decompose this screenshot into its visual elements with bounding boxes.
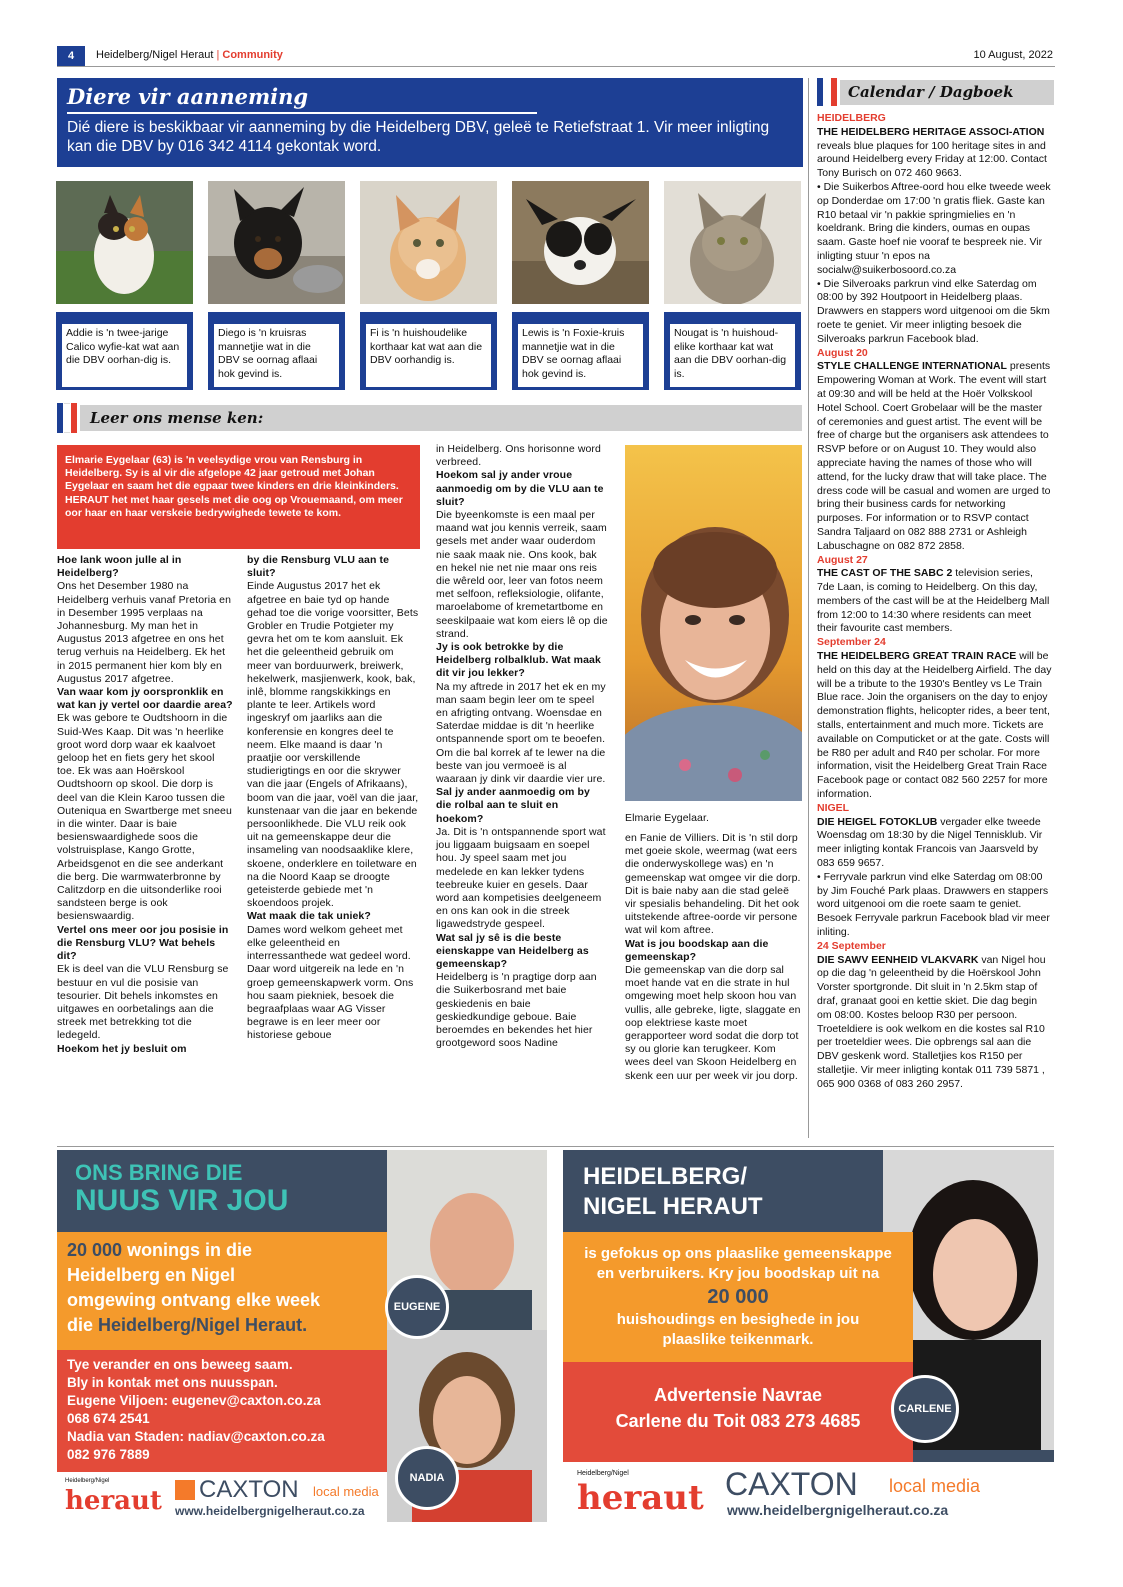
article-column-4 — [625, 832, 802, 1083]
calendar-list — [817, 112, 1053, 1092]
answer: Ek was gebore te Oudtshoorn in die Suid-Wes Kaap. Dit was 'n heerlike groot word dorp waar ek kaalvoet geloop het en fiets gery het skool toe. Ek was aan Hoërskool Oudtshoorn op skool. Die dorp is deel van die Klein Karoo tussen die Outeniqua en Swartberge met sneeu in die winter. Daar is baie besienswaardighede soos die volstruisplase, Kango Grotte, Arbeidsgenot en die see anderkant die berg. Die warmwaterbronne by Calitzdorp en die uitsonderlike rooi sandsteen berge is ook besienswaardig. — [57, 712, 232, 923]
issue-date: 10 August, 2022 — [973, 49, 1053, 61]
question: Hoekom sal jy ander vroue aanmoedig om by die VLU aan te sluit? — [436, 469, 604, 508]
flag-red — [831, 78, 837, 106]
answer: Einde Augustus 2017 het ek afgetree en baie tyd op hande gehad toe die vorige voorsitter, Bets Grobler en Trudie Potgieter my gevra het om te kom aansluit. Ek het die geleentheid gebruik om meer van borduurwerk, breiwerk, hekelwerk, masjienwerk, kook, bak, inlê, blomme rangskikkings en plante te leer. Artikels word ingeskryf om jaarliks aan die konferensie en kongres deel te neem. Elke maand is daar 'n praatjie oor verskillende studierigtings en oor die skrywer van die jaar (Engels of Afrikaans), boom van die jaar, voël van die jaar, kunstenaar van die jaar en bekende persoonlikhede. Die VLU reik ook uit na gemeenskappe deur die insameling van noodsaaklike klere, skoene, onderklere en toiletware en na die Noord Kaap se droogte geteisterde gebiede met 'n skoendoos projek. — [247, 580, 419, 910]
flag-red — [71, 403, 77, 433]
answer: en Fanie de Villiers. Dit is 'n stil dorp met goeie skole, weermag (wat eers die onderwyskollege was) en 'n gemeenskap wat omgee vir die dorp. Dit is baie naby aan die stad geleë vir spesialis behandeling. Dit het ook uitstekende aftree-oorde vir persone wat wil kom aftree. — [625, 832, 801, 937]
ad-logo-row — [57, 1472, 387, 1522]
caxton-logo-mark — [175, 1480, 195, 1500]
calendar-event: DIE SAWV EENHEID VLAKVARK van Nigel hou op die dag 'n geleentheid by die Hoërskool John Vorster sportgronde. Dit sluit in 'n 2.5km stap of draf, granaat gooi en kettie skiet. Die dag begin om 08:00. Kostes beloop R30 per persoon. Troeteldiere is ook welkom en die kostes sal R10 per troeteldier wees. Die opbrengs sal aan die DBV geskenk word. Stalletjies kos R150 per stalletjie. Vir meer inligting kontak 011 739 5871 , 065 900 0368 of 083 260 2957. — [817, 953, 1046, 1090]
heraut-logo: heraut — [577, 1478, 704, 1518]
answer: Ons het Desember 1980 na Heidelberg verhuis vanaf Pretoria en in Desember 1995 verplaas na Johannesburg. My man het in Augustus 2013 afgetree en ons het terug verhuis na Heidelberg. Ek het in 2015 permanent hier kom bly en Augustus 2017 afgetree. — [57, 580, 232, 685]
flag-blue — [57, 403, 63, 433]
local-media-logo: local media — [313, 1484, 379, 1499]
adoption-text: Dié diere is beskikbaar vir aanneming by die Heidelberg DBV, geleë te Retiefstraat 1. Vir meer inligting kan die DBV by 016 342 4114 gekontak word. — [67, 119, 770, 155]
calendar-event: DIE HEIGEL FOTOKLUB vergader elke tweede Woensdag om 18:30 by die Nigel Tennisklub. Vir meer inligting kontak Francois van Jaarsveld by 083 659 9657. — [817, 815, 1043, 870]
question: Hoekom het jy besluit om — [57, 1042, 187, 1055]
ad-circulation-text: 20 000 wonings in die Heidelberg en Nigel omgewing ontvang elke week die Heidelberg/Nigel Heraut. — [67, 1240, 321, 1335]
section-name: Community — [222, 49, 283, 61]
adoption-box — [57, 78, 803, 167]
calendar-event: THE HEIDELBERG HERITAGE ASSOCI-ATION reveals blue plaques for 100 heritage sites in and around Heidelberg every Friday at 12:00. Contact Tony Burisch on 072 460 9663. — [817, 125, 1047, 180]
question: Sal jy ander aanmoedig om by die rolbal aan te sluit en hoekom? — [436, 786, 590, 825]
local-media-logo: local media — [889, 1476, 981, 1496]
ad-heraut-pitch: is gefokus op ons plaaslike gemeenskappe en verbruikers. Kry jou boodskap uit na 20 000 huishoudings en besighede in jou plaaslike teikenmark. — [584, 1245, 892, 1348]
answer: Na my aftrede in 2017 het ek en my man saam begin leer om te speel en afrigting ontvang. Woensdae en Saterdae middae is dit 'n heerlike ontspannende sport om te beoefen. Om die bal korrek af te lewer na die beste van jou vermoeë is al waaraan jy dink vir daardie vier ure. — [436, 680, 606, 786]
heraut-logo: heraut — [65, 1486, 162, 1516]
advert-news — [57, 1150, 547, 1522]
ad-headline-2: NUUS VIR JOU — [75, 1184, 289, 1217]
logo-small-text: Heidelberg/Nigel — [65, 1478, 110, 1484]
calendar-event: THE CAST OF THE SABC 2 television series, 7de Laan, is coming to Heidelberg. On this day, members of the cast will be at the Heidelberg Mall from 12:00 to 14:30 where residents can meet their favourite cast members. — [817, 567, 1050, 635]
answer: Heidelberg is 'n pragtige dorp aan die Suikerbosrand met baie geskiedenis en baie geskiedkundige geboue. Baie beroemdes en bekendes het hier grootgeword soos Nadine — [436, 971, 597, 1050]
adoption-title-rule — [67, 112, 537, 114]
pet-caption-addie: Addie is 'n twee-jarige Calico wyfie-kat wat aan die DBV oorhan-dig is. — [62, 324, 187, 387]
logo-small-text: Heidelberg/Nigel — [577, 1470, 629, 1477]
question: Wat sal jy sê is die beste eienskappe van Heidelberg as gemeenskap? — [436, 931, 589, 970]
interview-intro: Elmarie Eygelaar (63) is 'n veelsydige vrou van Rensburg in Heidelberg. Sy is al vir die afgelope 42 jaar getroud met Johan Eygelaar en saam het die egpaar twee kinders en drie kleinkinders. HERAUT het met haar gesels met die oog op Vrouemaand, om meer oor haar en haar verskeie bedrywighede tewete te kom. — [57, 445, 420, 549]
flag-blue — [817, 78, 823, 106]
calendar-title: Calendar / Dagboek — [840, 80, 1054, 105]
calendar-date: September 24 — [817, 636, 886, 649]
website-url: www.heidelbergnigelheraut.co.za — [727, 1502, 949, 1518]
question: by die Rensburg VLU aan te sluit? — [247, 554, 390, 580]
answer: Die gemeenskap van die dorp sal moet hande vat en die strate in hul omgewing moet help skoon hou van vullis, alle gebreke, ligte, slaggate en oop elektriese kaste moet gerapporteer word sodat die dorp tot sy ou glorie kan terugkeer. Kom wees deel van Skoon Heidelberg en skenk een uur per week vir jou dorp. — [625, 964, 801, 1082]
answer: Ja. Dit is 'n ontspannende sport wat jou liggaam buigsaam en soepel hou. Jy speel saam met jou medelede en kan lekker tydens teebreuke kuier en gesels. Daar word aan kompetisies deelgeneem en ons kan ook in die streek ligawedstryde gespeel. — [436, 825, 606, 931]
answer: Ek is deel van die VLU Rensburg se bestuur en vul die posisie van tesourier. Dit behels inkomstes en uitgawes en oorbetalings aan die streek met betrekking tot die ledegeld. — [57, 963, 229, 1042]
ad-heraut-title: HEIDELBERG/ NIGEL HERAUT — [583, 1163, 763, 1220]
calendar-town: HEIDELBERG — [817, 112, 886, 124]
page-header — [96, 49, 283, 61]
website-url: www.heidelbergnigelheraut.co.za — [175, 1504, 365, 1518]
ad-headline-1: ONS BRING DIE — [75, 1160, 243, 1185]
calendar-town: NIGEL — [817, 801, 850, 814]
pet-photo-lewis — [512, 181, 649, 304]
pet-photo-diego — [208, 181, 345, 304]
pet-caption-diego: Diego is 'n kruisras mannetjie wat in die DBV se oornag aflaai hok gevind is. — [214, 324, 339, 387]
ad-logo-row — [563, 1462, 1054, 1522]
ad-heraut-contact: Advertensie Navrae Carlene du Toit 083 273 4685 — [615, 1385, 861, 1431]
flag-white — [824, 78, 830, 106]
photo-caption: Elmarie Eygelaar. — [625, 812, 709, 824]
calendar-event: STYLE CHALLENGE INTERNATIONAL presents Empowering Woman at Work. The event will start at 09:30 and will be held at the Hoër Volkskool Hotel School. Coert Grobelaar will be the master of ceremonies and guest artist. The event will be free of charge but the organisers ask attendees to RSVP before or on August 10. They would also appreciate having the names of those who will attend, for the lucky draw that will take place. The dress code will be casual and women are urged to bring their business cards for networking purposes. For information or to RSVP contact Sandra Taljaard on 082 888 2731 or Ashleigh Labuschagne on 082 872 2858. — [817, 360, 1051, 552]
question: Hoe lank woon julle al in Heidelberg? — [57, 554, 182, 580]
ads-rule — [57, 1146, 1054, 1147]
caxton-logo: CAXTON — [199, 1476, 299, 1503]
question: Van waar kom jy oorspronklik en wat kan jy vertel oor daardie area? — [57, 686, 233, 712]
adoption-title: Diere vir aanneming — [67, 84, 309, 109]
pet-caption-lewis: Lewis is 'n Foxie-kruis mannetjie wat in die DBV se oornag aflaai hok gevind is. — [518, 324, 643, 387]
pet-caption-fi: Fi is 'n huishoudelike korthaar kat wat aan die DBV oorhandig is. — [366, 324, 491, 387]
ad-contact-text: Tye verander en ons beweeg saam. Bly in kontak met ons nuusspan. Eugene Viljoen: eugenev@caxton.co.za 068 674 2541 Nadia van Staden: nadiav@caxton.co.za 082 976 7889 — [67, 1357, 325, 1462]
answer: in Heidelberg. Ons horisonne word verbreed. — [436, 443, 601, 469]
question: Wat maak die tak uniek? — [247, 910, 371, 923]
calendar-date: 24 September — [817, 939, 886, 952]
ad-badge-eugene: EUGENE — [385, 1275, 449, 1339]
question: Jy is ook betrokke by die Heidelberg rolbalklub. Wat maak dit vir jou lekker? — [436, 641, 601, 680]
article-column-3 — [436, 443, 608, 1050]
page-number: 4 — [57, 46, 85, 66]
ad-badge-nadia: NADIA — [395, 1446, 459, 1510]
calendar-event: THE HEIDELBERG GREAT TRAIN RACE will be held on this day at the Heidelberg Airfield. The day will be a tribute to the 1930's Bentley vs Le Train Blue race. Join the organisers on the day to enjoy demonstration flights, helicopter rides, a beer tent, stalls, entertainment and much more. Tickets are available on Computicket or at the gate. Costs will be R80 per adult and R40 per scholar. For more information, visit the Heidelberg Great Train Race Facebook page or contact 082 560 2257 for more information. — [817, 650, 1052, 801]
article-column-2 — [247, 554, 419, 1043]
flag-white — [64, 403, 70, 433]
paper-name: Heidelberg/Nigel Heraut — [96, 49, 214, 61]
pet-photo-addie — [56, 181, 193, 304]
section-title-leer: Leer ons mense ken: — [80, 405, 802, 431]
pet-caption-nougat: Nougat is 'n huishoud-elike korthaar kat wat aan die DBV oorhan-dig is. — [670, 324, 795, 387]
answer: Dames word welkom geheet met elke geleentheid en interressanthede wat gedeel word. Daar word uitgereik na lede en 'n groep gemeenskapwerk vorm. Ons hou saam piekniek, besoek die begraafplaas waar AG Visser begrawe is en leer meer oor historiese geboue — [247, 923, 414, 1042]
caxton-logo: CAXTON — [725, 1466, 858, 1502]
advert-heraut — [563, 1150, 1054, 1522]
calendar-date: August 20 — [817, 346, 868, 359]
header-separator: | — [216, 49, 220, 61]
pet-photo-nougat — [664, 181, 801, 304]
calendar-event: • Die Silveroaks parkrun vind elke Saterdag om 08:00 by 392 Houtpoort in Heidelberg plaas. Drawwers en stappers word uitgenooi om die 5km roete te geniet. Vir meer inligting besoek die Silveroaks parkrun Facebook blad. — [817, 277, 1050, 345]
question: Wat is jou boodskap aan die gemeenskap? — [625, 937, 769, 963]
column-rule — [808, 78, 809, 1138]
header-rule — [57, 66, 1055, 67]
calendar-date: August 27 — [817, 553, 868, 566]
calendar-event: • Ferryvale parkrun vind elke Saterdag om 08:00 by Jim Fouché Park plaas. Drawwers en stappers word uitgenooi om die roete saam te geniet. Besoek Ferryvale parkrun Facebook blad vir meer inliting. — [817, 870, 1050, 939]
article-column-1 — [57, 554, 235, 1056]
calendar-event: • Die Suikerbos Aftree-oord hou elke tweede week op Donderdae om 17:00 'n gratis fliek. Gaste kan R10 betaal vir 'n pakkie springmielies en 'n koeldrank. Bring die kinders, oumas en oupas saam. Gaste hoef nie vooraf te bespreek nie. Vir inligting stuur 'n epos na socialw@suikerbosoord.co.za — [817, 180, 1051, 276]
answer: Die byeenkomste is een maal per maand wat jou kennis verreik, saam gesels met ander waar ouderdom nie saak maak nie. Ons kook, bak en hekel nie net nie maar ons reis die wêreld oor, leer van fotos neem met selfoon, refleksiologie, olifante, maroelabome of kremetartbome en seeskilpaaie wat kom eiers lê op die strand. — [436, 509, 608, 640]
pet-photo-fi — [360, 181, 497, 304]
portrait-photo — [625, 445, 802, 801]
ad-badge-carlene: CARLENE — [891, 1375, 959, 1443]
question: Vertel ons meer oor jou posisie in die Rensburg VLU? Wat behels dit? — [57, 923, 229, 963]
